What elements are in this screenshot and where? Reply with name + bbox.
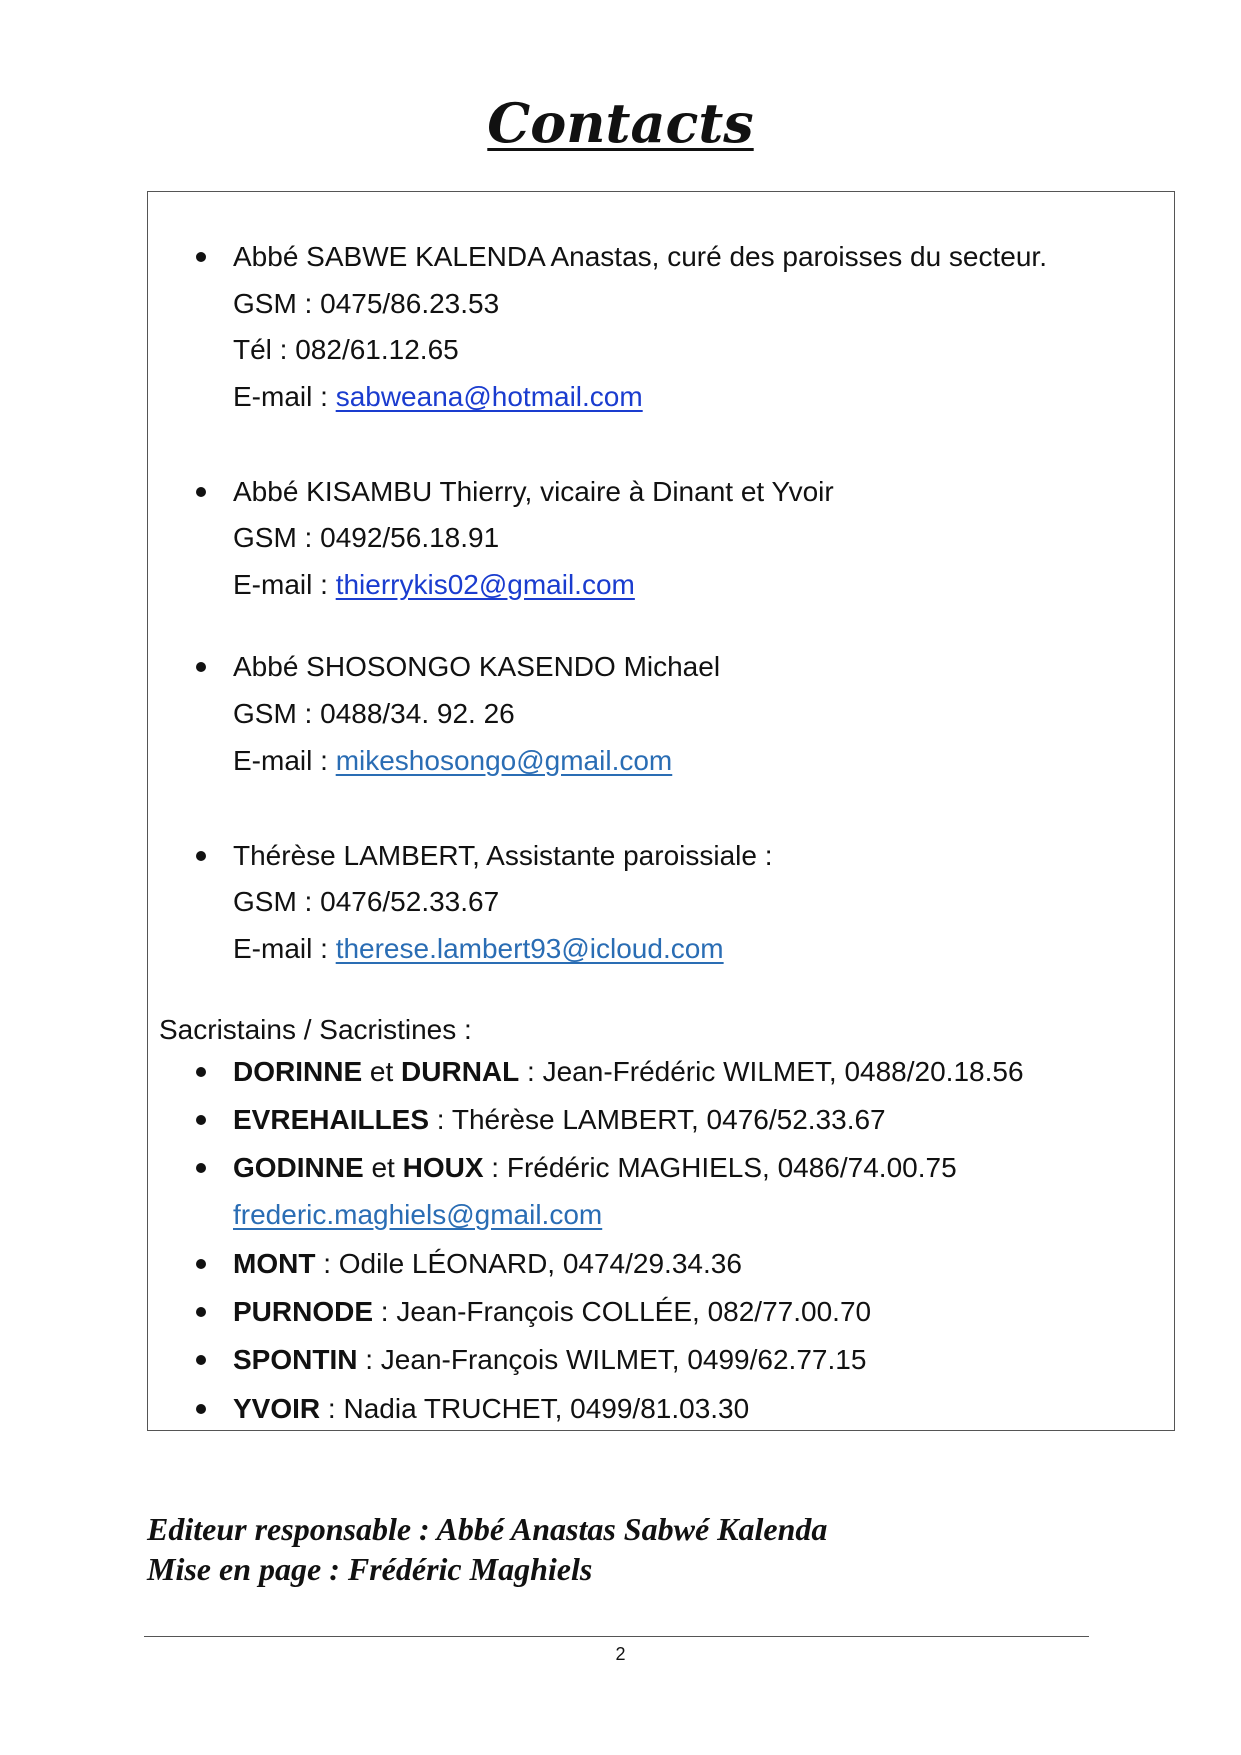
place-name: DURNAL	[401, 1056, 520, 1087]
sacristan-item: GODINNE et HOUX : Frédéric MAGHIELS, 0486/74.00.75	[233, 1152, 957, 1183]
email-link[interactable]: sabweana@hotmail.com	[335, 381, 643, 412]
sacristan-item: DORINNE et DURNAL : Jean-Frédéric WILMET, 0488/20.18.56	[233, 1056, 1024, 1087]
email-link[interactable]: frederic.maghiels@gmail.com	[233, 1199, 603, 1230]
email-link[interactable]: mikeshosongo@gmail.com	[335, 745, 673, 776]
contacts-box	[147, 191, 1175, 1431]
sacristan-detail: : Jean-Frédéric WILMET, 0488/20.18.56	[519, 1056, 1024, 1087]
contact-tel: Tél : 082/61.12.65	[233, 334, 459, 365]
contact-name: Abbé SHOSONGO KASENDO Michael	[233, 651, 721, 682]
place-name: DORINNE	[233, 1056, 363, 1087]
place-name: PURNODE	[233, 1296, 374, 1327]
email-link[interactable]: thierrykis02@gmail.com	[335, 569, 635, 600]
contact-name: Abbé SABWE KALENDA Anastas, curé des paroisses du secteur.	[233, 241, 1047, 272]
email-label: E-mail :	[233, 381, 336, 412]
contact-name: Thérèse LAMBERT, Assistante paroissiale :	[233, 840, 773, 871]
place-name: EVREHAILLES	[233, 1104, 430, 1135]
bullet-icon	[196, 487, 206, 497]
contact-email-row	[233, 567, 635, 603]
contact-email-row	[233, 379, 643, 415]
sacristan-item	[233, 1342, 866, 1378]
email-label: E-mail :	[233, 569, 336, 600]
bullet-icon	[196, 1404, 206, 1414]
sacristan-detail: : Odile LÉONARD, 0474/29.34.36	[315, 1248, 742, 1279]
footer-divider	[144, 1636, 1089, 1637]
bullet-icon	[196, 662, 206, 672]
sacristan-detail: : Jean-François COLLÉE, 082/77.00.70	[373, 1296, 872, 1327]
email-link[interactable]: therese.lambert93@icloud.com	[335, 933, 724, 964]
page-title: Contacts	[487, 91, 754, 155]
sacristan-item	[233, 1102, 886, 1138]
sacristan-email-row	[233, 1197, 602, 1233]
sacristan-item	[233, 1294, 871, 1330]
contact-gsm: GSM : 0492/56.18.91	[233, 522, 500, 553]
sacristan-detail: : Jean-François WILMET, 0499/62.77.15	[357, 1344, 867, 1375]
contact-gsm: GSM : 0488/34. 92. 26	[233, 698, 515, 729]
place-name: MONT	[233, 1248, 316, 1279]
bullet-icon	[196, 851, 206, 861]
contact-email-row	[233, 743, 672, 779]
bullet-icon	[196, 252, 206, 262]
editor-credit: Editeur responsable : Abbé Anastas Sabwé Kalenda	[147, 1511, 828, 1547]
sacristan-detail: : Nadia TRUCHET, 0499/81.03.30	[320, 1393, 750, 1424]
place-name: HOUX	[402, 1152, 484, 1183]
bullet-icon	[196, 1115, 206, 1125]
contact-gsm: GSM : 0476/52.33.67	[233, 886, 500, 917]
bullet-icon	[196, 1067, 206, 1077]
bullet-icon	[196, 1259, 206, 1269]
sacristan-detail: : Thérèse LAMBERT, 0476/52.33.67	[429, 1104, 886, 1135]
page-number: 2	[615, 1644, 626, 1664]
sacristan-detail: : Frédéric MAGHIELS, 0486/74.00.75	[483, 1152, 957, 1183]
sacristans-heading: Sacristains / Sacristines :	[159, 1014, 472, 1045]
email-label: E-mail :	[233, 933, 336, 964]
contact-gsm: GSM : 0475/86.23.53	[233, 288, 500, 319]
email-label: E-mail :	[233, 745, 336, 776]
sacristan-item	[233, 1246, 742, 1282]
bullet-icon	[196, 1307, 206, 1317]
place-name: GODINNE	[233, 1152, 364, 1183]
place-name: YVOIR	[233, 1393, 321, 1424]
layout-credit: Mise en page : Frédéric Maghiels	[147, 1551, 593, 1587]
contact-email-row	[233, 931, 724, 967]
bullet-icon	[196, 1355, 206, 1365]
sacristan-item	[233, 1391, 749, 1427]
place-name: SPONTIN	[233, 1344, 358, 1375]
bullet-icon	[196, 1163, 206, 1173]
contact-name: Abbé KISAMBU Thierry, vicaire à Dinant et Yvoir	[233, 476, 834, 507]
